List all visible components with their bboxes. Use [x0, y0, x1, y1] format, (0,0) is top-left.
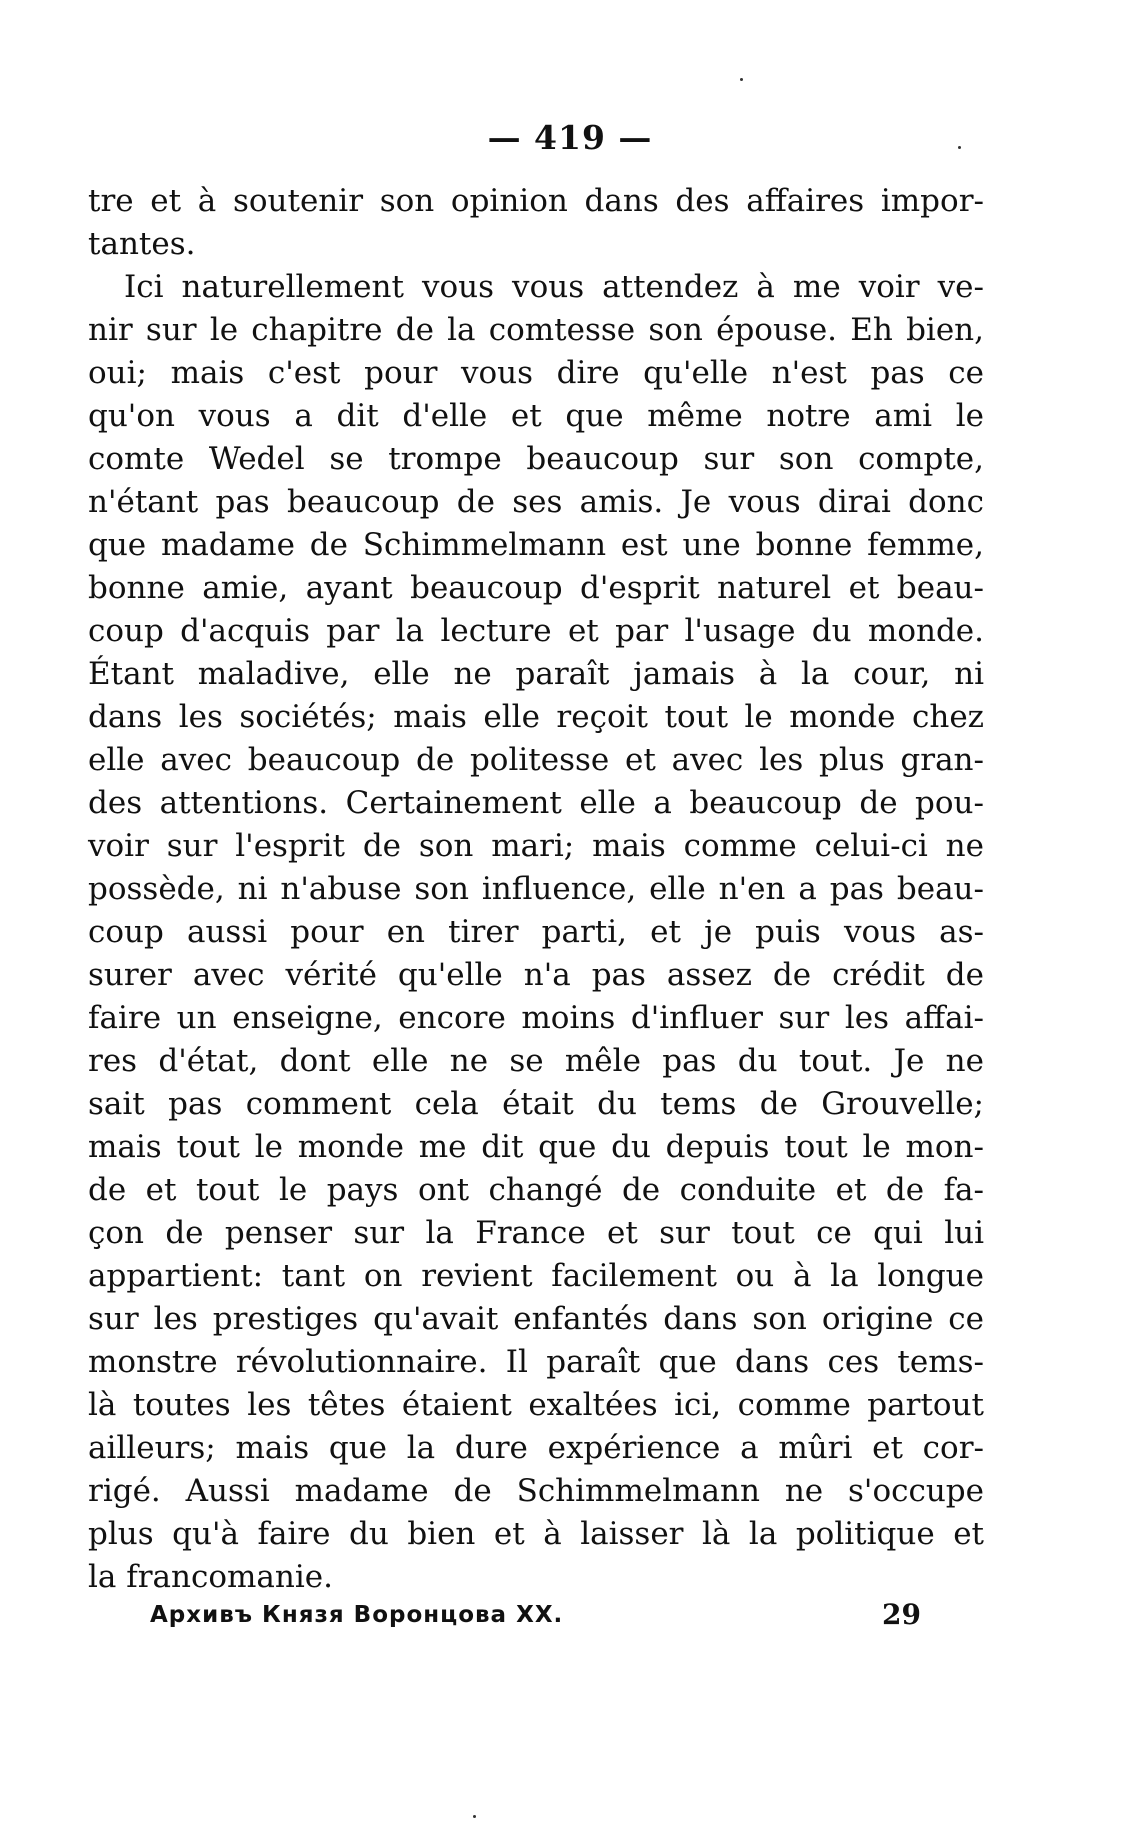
text-line: tantes. — [88, 226, 196, 262]
page-footer — [0, 1598, 1140, 1642]
text-line: faire un enseigne, encore moins d'influer sur les affai- — [88, 1000, 984, 1036]
text-line: oui; mais c'est pour vous dire qu'elle n'est pas ce — [88, 355, 984, 391]
text-line: Ici naturellement vous vous attendez à me voir ve- — [124, 269, 984, 305]
scan-speck — [473, 1815, 476, 1818]
scan-speck — [958, 146, 961, 149]
text-line: surer avec vérité qu'elle n'a pas assez de crédit de — [88, 957, 984, 993]
text-line: que madame de Schimmelmann est une bonne femme, — [88, 527, 984, 563]
text-line: plus qu'à faire du bien et à laisser là la politique et — [88, 1516, 984, 1552]
text-line: sait pas comment cela était du tems de Grouvelle; — [88, 1086, 984, 1122]
page-number: — 419 — — [487, 118, 653, 157]
text-line: appartient: tant on revient facilement ou à la longue — [88, 1258, 984, 1294]
text-line: qu'on vous a dit d'elle et que même notre ami le — [88, 398, 984, 434]
text-line: res d'état, dont elle ne se mêle pas du tout. Je ne — [88, 1043, 984, 1079]
text-line: rigé. Aussi madame de Schimmelmann ne s'occupe — [88, 1473, 984, 1509]
text-line: de et tout le pays ont changé de conduite et de fa- — [88, 1172, 984, 1208]
text-line: nir sur le chapitre de la comtesse son épouse. Eh bien, — [88, 312, 984, 348]
text-line: tre et à soutenir son opinion dans des affaires impor- — [88, 183, 984, 219]
text-line: sur les prestiges qu'avait enfantés dans son origine ce — [88, 1301, 984, 1337]
text-line: possède, ni n'abuse son influence, elle n'en a pas beau- — [88, 871, 984, 907]
text-line: comte Wedel se trompe beaucoup sur son compte, — [88, 441, 984, 477]
text-line: bonne amie, ayant beaucoup d'esprit naturel et beau- — [88, 570, 984, 606]
text-line: mais tout le monde me dit que du depuis tout le mon- — [88, 1129, 984, 1165]
text-line: ailleurs; mais que la dure expérience a mûri et cor- — [88, 1430, 984, 1466]
text-line: coup d'acquis par la lecture et par l'usage du monde. — [88, 613, 984, 649]
text-line: n'étant pas beaucoup de ses amis. Je vous dirai donc — [88, 484, 984, 520]
text-line: là toutes les têtes étaient exaltées ici, comme partout — [88, 1387, 984, 1423]
text-line: coup aussi pour en tirer parti, et je puis vous as- — [88, 914, 984, 950]
text-line: Étant maladive, elle ne paraît jamais à la cour, ni — [88, 656, 984, 692]
text-line: monstre révolutionnaire. Il paraît que dans ces tems- — [88, 1344, 984, 1380]
text-line: elle avec beaucoup de politesse et avec les plus gran- — [88, 742, 984, 778]
text-line: voir sur l'esprit de son mari; mais comme celui-ci ne — [88, 828, 984, 864]
archive-title: Архивъ Князя Воронцова XX. — [150, 1602, 564, 1628]
text-line: des attentions. Certainement elle a beaucoup de pou- — [88, 785, 984, 821]
scan-speck — [740, 78, 743, 81]
signature-number: 29 — [882, 1598, 921, 1631]
body-text — [88, 180, 984, 1599]
text-line: dans les sociétés; mais elle reçoit tout le monde chez — [88, 699, 984, 735]
text-line: çon de penser sur la France et sur tout ce qui lui — [88, 1215, 984, 1251]
text-line: la francomanie. — [88, 1559, 333, 1595]
